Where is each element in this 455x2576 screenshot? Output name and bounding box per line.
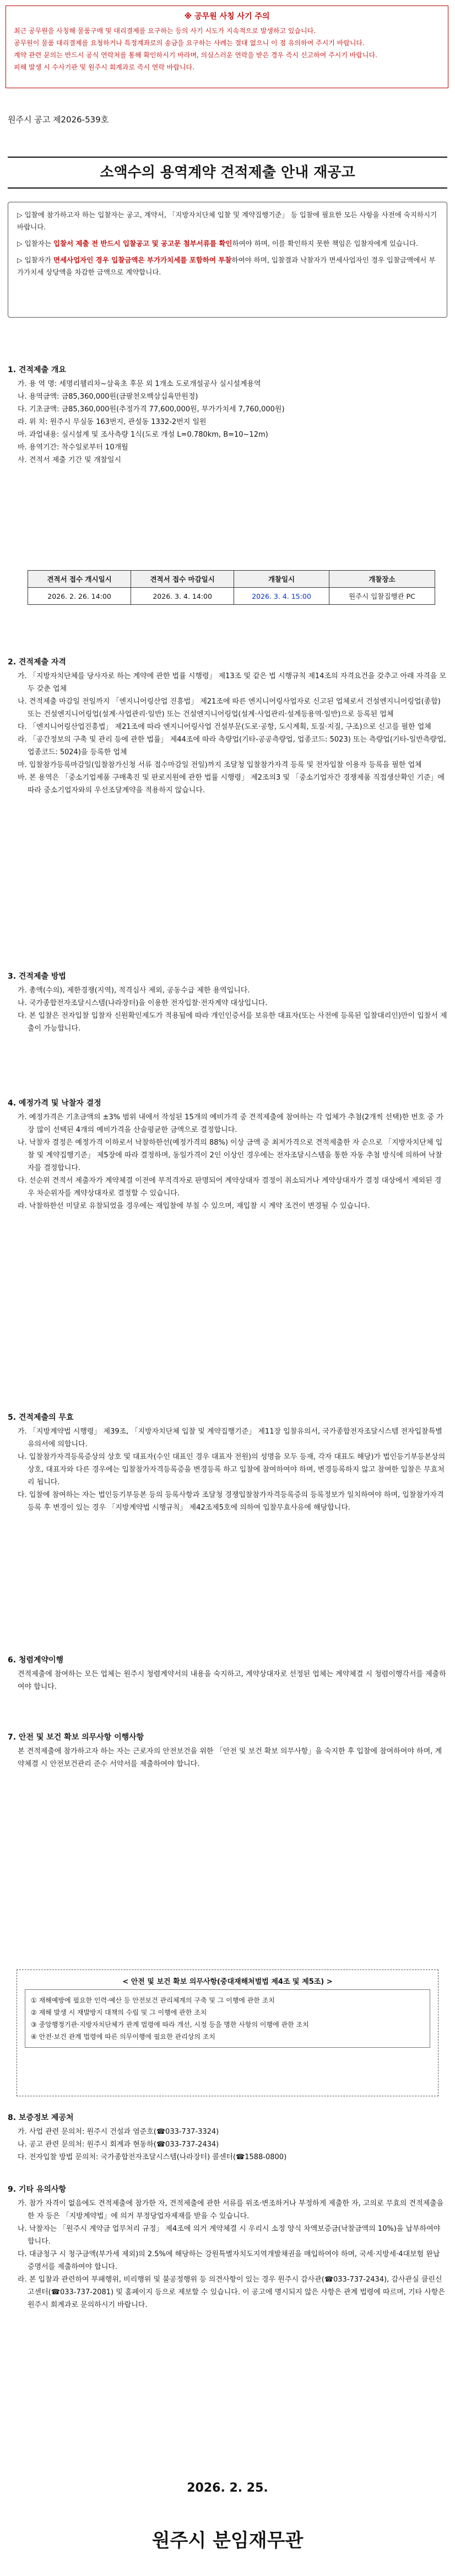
- section-heading: 4. 예정가격 및 낙찰자 결정: [8, 1099, 101, 1108]
- note-item: 가. 참가 자격이 없음에도 견적제출에 참가한 자, 견적제출에 관한 서류를 위조·변조하거나 부정하게 제출한 자, 고의로 무효의 견적제출을 한 자 등은 「지방계약법」에 의거 부정당업자제재를 받을 수 있습니다.: [18, 2199, 444, 2220]
- overview-item: 바. 용역기간: 착수일로부터 10개월: [18, 443, 128, 452]
- table-cell: 2026. 3. 4. 14:00: [131, 588, 234, 605]
- award-item: 라. 낙찰하한선 미달로 유찰되었을 경우에는 재입찰에 부칠 수 있으며, 재입찰 시 계약 조건이 변경될 수 있습니다.: [18, 1202, 370, 1210]
- integrity-text: 견적제출에 참여하는 모든 업체는 원주시 청렴계약서의 내용을 숙지하고, 계약상대자로 선정된 업체는 계약체결 시 청렴이행각서를 제출하여야 합니다.: [18, 1670, 446, 1691]
- scam-warning-line: 계약 관련 문의는 반드시 공식 연락처를 통해 확인하시기 바라며, 의심스러운 연락을 받은 경우 즉시 신고하여 주시기 바랍니다.: [14, 51, 377, 59]
- contact-item: 가. 사업 관련 문의처: 원주시 건설과 염준호(☎033-737-3324): [18, 2128, 219, 2136]
- table-row: [28, 588, 435, 605]
- intro-paragraph: ▷ 입찰에 참가하고자 하는 입찰자는 공고, 계약서, 「지방자치단체 입찰 및 계약집행기준」 등 입찰에 필요한 모든 사항을 사전에 숙지하시기 바랍니다.: [17, 211, 437, 231]
- table-header-cell: 견적서 접수 개시일시: [28, 571, 131, 588]
- table-cell: 원주시 입찰집행관 PC: [329, 588, 435, 605]
- table-cell: 2026. 2. 26. 14:00: [28, 588, 131, 605]
- note-item: 라. 본 입찰과 관련하여 부패행위, 비리행위 및 불공정행위 등 의견사항이 있는 경우 원주시 감사관(☎033-737-2434), 감사관실 클린신고센터(☎033-737-2081) 및 홈페이지 등으로 제보할 수 있습니다. 이 공고에 명시되지 않은 사항은 관계 법령에 따르며, 기타 사항은 원주시 회계과로 문의하시기 바랍니다.: [18, 2276, 445, 2309]
- schedule-table: [28, 570, 435, 605]
- overview-item: 라. 위 치: 원주시 무실동 163번지, 관설동 1332-2번지 일원: [18, 418, 207, 426]
- section-heading: 3. 견적제출 방법: [8, 972, 66, 981]
- award-item: 다. 선순위 견적서 제출자가 계약체결 이전에 부적격자로 판명되어 계약상대자 결정이 취소되거나 계약상대자가 결정 대상에서 제외된 경우 차순위자를 계약상대자로 결정할 수 있습니다.: [18, 1177, 442, 1198]
- section-method: [8, 970, 447, 1035]
- scam-warning-line: 최근 공무원을 사칭해 물품구매 및 대리결제를 요구하는 등의 사기 시도가 지속적으로 발생하고 있습니다.: [14, 27, 316, 35]
- scam-warning-line: 공무원이 물품 대리결제를 요청하거나 특정계좌로의 송금을 요구하는 사례는 절대 없으니 이 점 유의하여 주시기 바랍니다.: [14, 39, 365, 47]
- method-item: 나. 국가종합전자조달시스템(나라장터)을 이용한 전자입찰·전자계약 대상입니다.: [18, 999, 268, 1007]
- table-header-cell: 개찰장소: [329, 571, 435, 588]
- safety-box-item: ④ 안전·보건 관계 법령에 따른 의무이행에 필요한 관리상의 조치: [31, 2033, 215, 2041]
- notice-date: 2026. 2. 25.: [187, 2481, 268, 2495]
- section-heading: 6. 청렴계약이행: [8, 1656, 64, 1665]
- overview-item: 마. 과업내용: 실시설계 및 조사측량 1식(도로 개설 L=0.780km, B=10~12m): [18, 431, 268, 439]
- method-item: 가. 총액(수의), 제한경쟁(지역), 적격심사 제외, 공동수급 제한 용역입니다.: [18, 986, 250, 995]
- award-item: 나. 낙찰자 결정은 예정가격 이하로서 낙찰하한선(예정가격의 88%) 이상 금액 중 최저가격으로 견적제출한 자 순으로 「지방자치단체 입찰 및 계약집행기준」 제5장에 따라 결정하며, 동일가격이 2인 이상인 경우에는 전자조달시스템을 통한 자동 추첨 방식에 의하여 낙찰자를 결정합니다.: [18, 1139, 443, 1172]
- note-item: 나. 낙찰자는 「원주시 계약금 업무처리 규정」 제4조에 의거 계약체결 시 우리시 소정 양식 차액보증금(낙찰금액의 10%)을 납부하여야 합니다.: [18, 2225, 441, 2246]
- intro-paragraph: ▷ 입찰자는 입찰서 제출 전 반드시 입찰공고 및 공고문 첨부서류를 확인하여야 하며, 이를 확인하지 못한 책임은 입찰자에게 있습니다.: [17, 239, 419, 248]
- overview-item: 사. 견적서 제출 기간 및 개찰일시: [18, 456, 122, 464]
- safety-box-title: < 안전 및 보건 확보 의무사항(중대재해처벌법 제4조 및 제5조) >: [122, 1978, 333, 1986]
- eligibility-item: 마. 입찰참가등록마감일(입찰참가신청 서류 접수마감일 전일)까지 조달청 입찰참가자격 등록 및 전자입찰 이용자 등록을 필한 업체: [18, 761, 422, 769]
- safety-box-list: [25, 1989, 430, 2048]
- safety-box-item: ① 재해예방에 필요한 인력·예산 등 안전보건 관리체계의 구축 및 그 이행에 관한 조치: [31, 1997, 275, 2004]
- section-heading: 5. 견적제출의 무효: [8, 1413, 74, 1422]
- overview-item: 가. 용 역 명: 세명리웰리차~삼육초 후문 외 1개소 도로개설공사 실시설계용역: [18, 380, 261, 388]
- table-cell: 2026. 3. 4. 15:00: [234, 588, 329, 605]
- table-header-cell: 개찰일시: [234, 571, 329, 588]
- section-heading: 2. 견적제출 자격: [8, 658, 66, 667]
- section-safety: [8, 1731, 447, 1770]
- method-item: 다. 본 입찰은 전자입찰 입찰자 신원확인제도가 적용됨에 따라 개인인증서를 보유한 대표자(또는 사전에 등록된 입찰대리인)만이 입찰서 제출이 가능합니다.: [18, 1012, 447, 1033]
- eligibility-item: 나. 견적제출 마감일 전일까지 「엔지니어링산업 진흥법」 제21조에 따른 엔지니어링사업자로 신고된 업체로서 건설엔지니어링업(종합) 또는 건설엔지니어링업(설계·사업관리·일반) 또는 건설엔지니어링업(설계·사업관리·설계등용역·일반)으로 등록된 업체: [18, 697, 441, 718]
- section-overview: [8, 364, 447, 466]
- intro-box: [8, 202, 447, 318]
- overview-item: 나. 용역금액: 금85,360,000원(금팔천오백삼십육만원정): [18, 393, 198, 401]
- issuer-signature: 원주시 분임재무관: [151, 2530, 304, 2552]
- safety-text: 본 견적제출에 참가하고자 하는 자는 근로자의 안전보건을 위한 「안전 및 보건 확보 의무사항」을 숙지한 후 입찰에 참여하여야 하며, 계약체결 시 안전보건관리 준수 서약서를 제출하여야 합니다.: [18, 1747, 442, 1768]
- section-heading: 7. 안전 및 보건 확보 의무사항 이행사항: [8, 1733, 144, 1742]
- section-contacts: [8, 2112, 447, 2164]
- safety-box-item: ② 재해 발생 시 재발방지 대책의 수립 및 그 이행에 관한 조치: [31, 2009, 207, 2016]
- invalid-item: 나. 입찰참가자격등록증상의 상호 및 대표자(수인 대표인 경우 대표자 전원)의 성명을 모두 등재, 각자 대표도 해당)가 법인등기부등본상의 상호, 대표자와 다른 경우에는 입찰참가자격등록증을 변경등록 하고 입찰에 참여하여야 하며, 변경등록하지 않고 참여한 입찰은 무효처리 됩니다.: [18, 1453, 446, 1486]
- scam-warning-title: ※ 공무원 사칭 사기 주의: [184, 12, 270, 21]
- section-integrity: [8, 1654, 447, 1693]
- award-item: 가. 예정가격은 기초금액의 ±3% 범위 내에서 작성된 15개의 예비가격 중 견적제출에 참여하는 각 업체가 추첨(2개씩 선택)한 번호 중 가장 많이 선택된 4개의 예비가격을 산술평균한 금액으로 결정합니다.: [18, 1113, 443, 1134]
- note-item: 다. 대금청구 시 청구금액(부가세 제외)의 2.5%에 해당하는 강원특별자치도지역개발채권을 매입하여야 하며, 국세·지방세·4대보험 완납 증명서를 제출하여야 합니다.: [18, 2250, 440, 2271]
- section-heading: 1. 견적제출 개요: [8, 366, 66, 374]
- contact-item: 다. 전자입찰 방법 문의처: 국가종합전자조달시스템(나라장터) 콜센터(☎1588-0800): [18, 2153, 287, 2161]
- eligibility-item: 라. 「공간정보의 구축 및 관리 등에 관한 법률」 제44조에 따라 측량업(기타-공공측량업, 업종코드: 5023) 또는 측량업(기타-일반측량업, 업종코드: 5024)을 등록한 업체: [18, 736, 446, 756]
- section-award: [8, 1097, 447, 1212]
- invalid-item: 다. 입찰에 참여하는 자는 법인등기부등본 등의 등록사항과 조달청 경쟁입찰참가자격등록증의 등록정보가 일치하여야 하며, 입찰참가자격등록 후 변경이 있는 경우 「지방계약법 시행규칙」 제42조제5호에 의하여 입찰무효사유에 해당합니다.: [18, 1491, 444, 1512]
- intro-paragraph: ▷ 입찰자가 면세사업자인 경우 입찰금액은 부가가치세를 포함하여 투찰하여야 하며, 입찰결과 낙찰자가 면세사업자인 경우 입찰금액에서 부가가치세 상당액을 차감한 금액으로 계약합니다.: [17, 256, 436, 276]
- page-title: 소액수의 용역계약 견적제출 안내 재공고: [8, 157, 447, 189]
- table-header-row: [28, 571, 435, 588]
- table-header-cell: 견적서 접수 마감일시: [131, 571, 234, 588]
- safety-obligations-box: [17, 1969, 438, 2096]
- eligibility-item: 가. 「지방자치단체를 당사자로 하는 계약에 관한 법률 시행령」 제13조 및 같은 법 시행규칙 제14조의 자격요건을 갖추고 아래 자격을 모두 갖춘 업체: [18, 672, 447, 693]
- section-eligibility: [8, 656, 447, 797]
- scam-warning-box: [6, 6, 448, 88]
- section-notes: [8, 2183, 447, 2311]
- eligibility-item: 다. 「엔지니어링산업진흥법」 제21조에 따라 엔지니어링사업 건설부문(도로·공항, 도시계획, 토질·지질, 구조)으로 신고를 필한 업체: [18, 723, 431, 731]
- section-invalid: [8, 1412, 447, 1514]
- scam-warning-line: 피해 발생 시 수사기관 및 원주시 회계과로 즉시 연락 바랍니다.: [14, 63, 194, 71]
- overview-item: 다. 기초금액: 금85,360,000원(추정가격 77,600,000원, 부가가치세 7,760,000원): [18, 405, 285, 414]
- contact-item: 나. 공고 관련 문의처: 원주시 회계과 현동하(☎033-737-2434): [18, 2140, 219, 2149]
- section-heading: 9. 기타 유의사항: [8, 2185, 66, 2194]
- eligibility-item: 바. 본 용역은 「중소기업제품 구매촉진 및 판로지원에 관한 법률 시행령」 제2조의3 및 「중소기업자간 경쟁제품 직접생산확인 기준」에 따라 중소기업자와의 우선조달계약을 적용하지 않습니다.: [18, 774, 445, 795]
- safety-box-item: ③ 중앙행정기관·지방자치단체가 관계 법령에 따라 개선, 시정 등을 명한 사항의 이행에 관한 조치: [31, 2021, 309, 2028]
- invalid-item: 가. 「지방계약법 시행령」 제39조, 「지방자치단체 입찰 및 계약집행기준」 제11장 입찰유의서, 국가종합전자조달시스템 전자입찰특별유의서에 의합니다.: [18, 1427, 442, 1448]
- notice-number: 원주시 공고 제2026-539호: [8, 115, 109, 125]
- section-heading: 8. 보증정보 제공처: [8, 2113, 74, 2122]
